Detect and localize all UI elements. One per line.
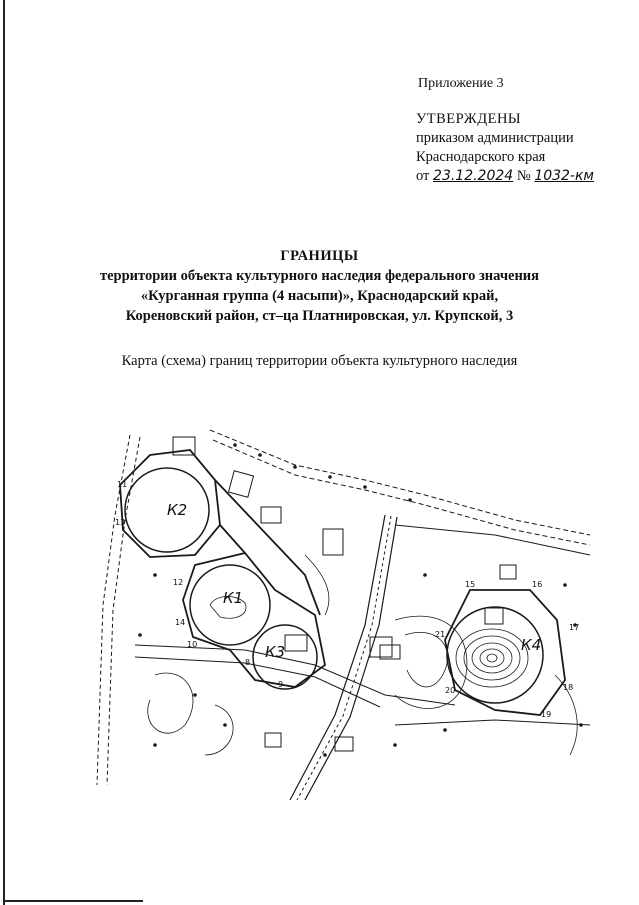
handwritten-number: 1032-км xyxy=(534,168,594,184)
approval-line-1: приказом администрации xyxy=(416,130,574,146)
point-label: 14 xyxy=(175,618,186,627)
point-label: 9 xyxy=(278,680,284,689)
building xyxy=(370,637,392,657)
appendix-label: Приложение 3 xyxy=(418,76,504,91)
label-k1: К1 xyxy=(223,589,244,607)
point-label: 21 xyxy=(435,630,446,639)
number-prefix: № xyxy=(516,168,531,184)
map-subtitle: Карта (схема) границ территории объекта культурного наследия xyxy=(121,353,518,369)
right-street-bottom xyxy=(395,720,590,725)
mound-k4-contour xyxy=(487,654,497,662)
point-label: 10 xyxy=(187,640,198,649)
page-border-bottom xyxy=(3,900,143,902)
heading-title: ГРАНИЦЫ xyxy=(280,248,359,264)
point-label: 20 xyxy=(445,686,456,695)
handwritten-date: 23.12.2024 xyxy=(433,168,514,184)
label-k4: К4 xyxy=(521,636,542,654)
mound-k4-contour xyxy=(480,649,504,667)
approval-block xyxy=(416,110,594,186)
contour xyxy=(405,632,448,687)
point-label: 17 xyxy=(569,623,580,632)
building xyxy=(285,635,307,651)
document-heading xyxy=(0,246,639,326)
contour xyxy=(148,673,193,733)
label-k3: К3 xyxy=(265,643,286,661)
point-label: 12 xyxy=(173,578,184,587)
date-prefix: от xyxy=(416,168,430,184)
building xyxy=(323,529,343,555)
point-label: 15 xyxy=(465,580,476,589)
page-border-left xyxy=(3,0,5,905)
mound-k4 xyxy=(445,590,565,715)
heading-line-2: «Курганная группа (4 насыпи)», Краснодарский край, xyxy=(140,288,499,304)
contour xyxy=(205,705,233,755)
heading-line-1: территории объекта культурного наследия федерального значения xyxy=(99,268,539,284)
point-label: 18 xyxy=(563,683,574,692)
right-street-top xyxy=(395,525,590,555)
approval-date-line xyxy=(416,167,594,186)
boundary-map xyxy=(95,425,595,800)
left-dashed-road-2 xyxy=(107,437,140,785)
point-label: 8 xyxy=(245,658,251,667)
label-k2: К2 xyxy=(167,501,188,519)
building xyxy=(265,733,281,747)
building xyxy=(485,608,503,624)
building xyxy=(261,507,281,523)
heading-line-3: Кореновский район, ст–ца Платнировская, ул. Крупской, 3 xyxy=(125,308,514,324)
top-dashed-road-2 xyxy=(213,440,590,545)
point-label: 16 xyxy=(532,580,543,589)
lower-street xyxy=(135,645,455,705)
approval-line-2: Краснодарского края xyxy=(416,149,546,165)
map-linework xyxy=(97,430,590,800)
lower-street-2 xyxy=(135,657,380,707)
approval-title: УТВЕРЖДЕНЫ xyxy=(416,111,522,127)
top-dashed-road xyxy=(210,430,590,535)
point-label: 11 xyxy=(117,480,128,489)
building xyxy=(228,471,253,497)
point-label: 13 xyxy=(115,518,126,527)
point-label: 19 xyxy=(541,710,552,719)
building xyxy=(500,565,516,579)
mound-k4-contour xyxy=(472,643,512,673)
